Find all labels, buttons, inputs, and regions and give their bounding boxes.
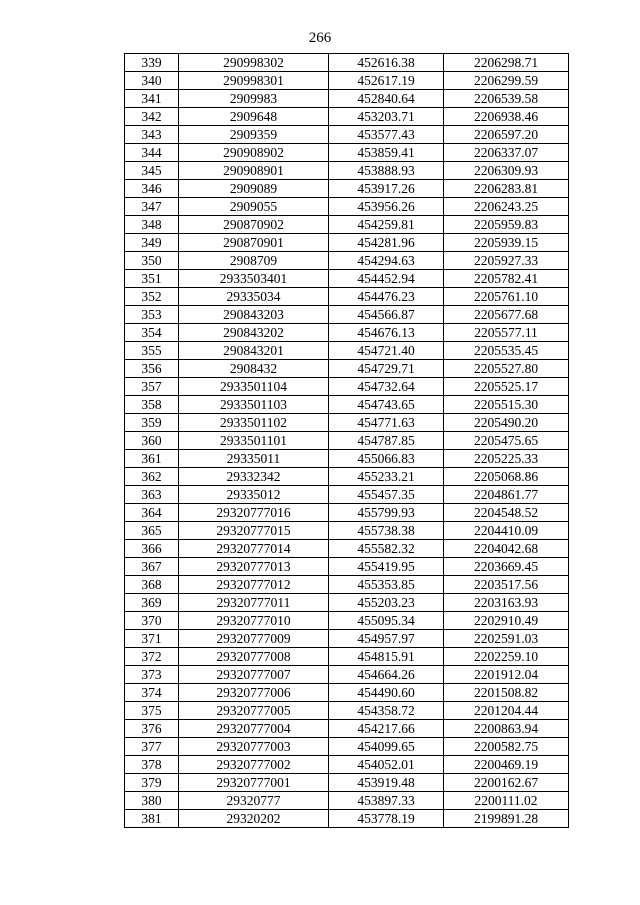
row-number-cell: 367 [125,558,179,576]
table-row [125,522,569,540]
row-number-cell: 365 [125,522,179,540]
table-row [125,270,569,288]
x-coordinate-cell: 454771.63 [329,414,444,432]
y-coordinate-cell: 2206299.59 [444,72,569,90]
row-number-cell: 358 [125,396,179,414]
point-id-cell: 2933501101 [179,432,329,450]
x-coordinate-cell: 452616.38 [329,54,444,72]
y-coordinate-cell: 2205782.41 [444,270,569,288]
row-number-cell: 361 [125,450,179,468]
row-number-cell: 342 [125,108,179,126]
point-id-cell: 290908902 [179,144,329,162]
x-coordinate-cell: 454490.60 [329,684,444,702]
y-coordinate-cell: 2200582.75 [444,738,569,756]
x-coordinate-cell: 454217.66 [329,720,444,738]
table-row [125,288,569,306]
table-row [125,126,569,144]
row-number-cell: 348 [125,216,179,234]
row-number-cell: 352 [125,288,179,306]
point-id-cell: 2908432 [179,360,329,378]
y-coordinate-cell: 2205475.65 [444,432,569,450]
y-coordinate-cell: 2206298.71 [444,54,569,72]
row-number-cell: 377 [125,738,179,756]
row-number-cell: 343 [125,126,179,144]
y-coordinate-cell: 2200863.94 [444,720,569,738]
table-row [125,756,569,774]
x-coordinate-cell: 454815.91 [329,648,444,666]
point-id-cell: 290870901 [179,234,329,252]
table-row [125,90,569,108]
table-row [125,324,569,342]
table-row [125,504,569,522]
table-row [125,378,569,396]
row-number-cell: 376 [125,720,179,738]
table-row [125,414,569,432]
row-number-cell: 354 [125,324,179,342]
y-coordinate-cell: 2204861.77 [444,486,569,504]
row-number-cell: 345 [125,162,179,180]
y-coordinate-cell: 2205927.33 [444,252,569,270]
table-row [125,180,569,198]
x-coordinate-cell: 453917.26 [329,180,444,198]
row-number-cell: 339 [125,54,179,72]
point-id-cell: 29320777 [179,792,329,810]
x-coordinate-cell: 454787.85 [329,432,444,450]
y-coordinate-cell: 2205577.11 [444,324,569,342]
point-id-cell: 29335034 [179,288,329,306]
table-row [125,306,569,324]
x-coordinate-cell: 452840.64 [329,90,444,108]
x-coordinate-cell: 454294.63 [329,252,444,270]
table-row [125,360,569,378]
row-number-cell: 364 [125,504,179,522]
row-number-cell: 356 [125,360,179,378]
point-id-cell: 29320777004 [179,720,329,738]
point-id-cell: 29320777010 [179,612,329,630]
point-id-cell: 290998301 [179,72,329,90]
table-row [125,432,569,450]
table-row [125,234,569,252]
point-id-cell: 290843203 [179,306,329,324]
x-coordinate-cell: 454358.72 [329,702,444,720]
y-coordinate-cell: 2203517.56 [444,576,569,594]
row-number-cell: 347 [125,198,179,216]
point-id-cell: 2933501104 [179,378,329,396]
x-coordinate-cell: 454676.13 [329,324,444,342]
point-id-cell: 29320777009 [179,630,329,648]
row-number-cell: 360 [125,432,179,450]
x-coordinate-cell: 454259.81 [329,216,444,234]
point-id-cell: 2909055 [179,198,329,216]
x-coordinate-cell: 453888.93 [329,162,444,180]
table-row [125,648,569,666]
x-coordinate-cell: 455738.38 [329,522,444,540]
point-id-cell: 29320777003 [179,738,329,756]
row-number-cell: 372 [125,648,179,666]
y-coordinate-cell: 2205761.10 [444,288,569,306]
row-number-cell: 380 [125,792,179,810]
y-coordinate-cell: 2205068.86 [444,468,569,486]
point-id-cell: 290843202 [179,324,329,342]
table-row [125,684,569,702]
point-id-cell: 290843201 [179,342,329,360]
point-id-cell: 29320777002 [179,756,329,774]
row-number-cell: 362 [125,468,179,486]
x-coordinate-cell: 454566.87 [329,306,444,324]
row-number-cell: 373 [125,666,179,684]
table-row [125,396,569,414]
y-coordinate-cell: 2206243.25 [444,198,569,216]
x-coordinate-cell: 454957.97 [329,630,444,648]
row-number-cell: 379 [125,774,179,792]
x-coordinate-cell: 454099.65 [329,738,444,756]
point-id-cell: 2909983 [179,90,329,108]
y-coordinate-cell: 2206938.46 [444,108,569,126]
table-row [125,540,569,558]
row-number-cell: 370 [125,612,179,630]
x-coordinate-cell: 453859.41 [329,144,444,162]
x-coordinate-cell: 455066.83 [329,450,444,468]
coordinates-table-body [125,54,569,828]
x-coordinate-cell: 455233.21 [329,468,444,486]
point-id-cell: 29320777001 [179,774,329,792]
y-coordinate-cell: 2200469.19 [444,756,569,774]
point-id-cell: 2933503401 [179,270,329,288]
table-row [125,468,569,486]
x-coordinate-cell: 454052.01 [329,756,444,774]
row-number-cell: 349 [125,234,179,252]
point-id-cell: 29335012 [179,486,329,504]
x-coordinate-cell: 454452.94 [329,270,444,288]
table-row [125,630,569,648]
table-row [125,54,569,72]
table-row [125,198,569,216]
table-row [125,594,569,612]
point-id-cell: 29335011 [179,450,329,468]
y-coordinate-cell: 2202259.10 [444,648,569,666]
y-coordinate-cell: 2202591.03 [444,630,569,648]
point-id-cell: 29332342 [179,468,329,486]
x-coordinate-cell: 454281.96 [329,234,444,252]
table-row [125,558,569,576]
table-row [125,738,569,756]
table-row [125,486,569,504]
coordinates-table [124,53,569,828]
y-coordinate-cell: 2205535.45 [444,342,569,360]
point-id-cell: 2909089 [179,180,329,198]
y-coordinate-cell: 2202910.49 [444,612,569,630]
table-row [125,162,569,180]
x-coordinate-cell: 454721.40 [329,342,444,360]
x-coordinate-cell: 454732.64 [329,378,444,396]
point-id-cell: 2933501103 [179,396,329,414]
row-number-cell: 344 [125,144,179,162]
row-number-cell: 359 [125,414,179,432]
y-coordinate-cell: 2204548.52 [444,504,569,522]
point-id-cell: 29320777007 [179,666,329,684]
x-coordinate-cell: 454743.65 [329,396,444,414]
point-id-cell: 290908901 [179,162,329,180]
row-number-cell: 375 [125,702,179,720]
table-row [125,810,569,828]
point-id-cell: 29320777014 [179,540,329,558]
y-coordinate-cell: 2201508.82 [444,684,569,702]
row-number-cell: 346 [125,180,179,198]
point-id-cell: 290870902 [179,216,329,234]
y-coordinate-cell: 2204042.68 [444,540,569,558]
table-row [125,72,569,90]
y-coordinate-cell: 2206539.58 [444,90,569,108]
point-id-cell: 29320777012 [179,576,329,594]
y-coordinate-cell: 2206597.20 [444,126,569,144]
x-coordinate-cell: 455419.95 [329,558,444,576]
x-coordinate-cell: 455353.85 [329,576,444,594]
point-id-cell: 29320777008 [179,648,329,666]
row-number-cell: 368 [125,576,179,594]
x-coordinate-cell: 453956.26 [329,198,444,216]
table-row [125,666,569,684]
y-coordinate-cell: 2201204.44 [444,702,569,720]
point-id-cell: 290998302 [179,54,329,72]
table-row [125,342,569,360]
y-coordinate-cell: 2200162.67 [444,774,569,792]
y-coordinate-cell: 2206309.93 [444,162,569,180]
x-coordinate-cell: 453203.71 [329,108,444,126]
x-coordinate-cell: 453778.19 [329,810,444,828]
x-coordinate-cell: 454476.23 [329,288,444,306]
row-number-cell: 366 [125,540,179,558]
y-coordinate-cell: 2206337.07 [444,144,569,162]
table-row [125,720,569,738]
y-coordinate-cell: 2204410.09 [444,522,569,540]
x-coordinate-cell: 453897.33 [329,792,444,810]
table-row [125,108,569,126]
point-id-cell: 29320777013 [179,558,329,576]
row-number-cell: 351 [125,270,179,288]
row-number-cell: 350 [125,252,179,270]
y-coordinate-cell: 2199891.28 [444,810,569,828]
y-coordinate-cell: 2206283.81 [444,180,569,198]
table-row [125,702,569,720]
x-coordinate-cell: 455799.93 [329,504,444,522]
row-number-cell: 371 [125,630,179,648]
point-id-cell: 2909648 [179,108,329,126]
point-id-cell: 2908709 [179,252,329,270]
row-number-cell: 381 [125,810,179,828]
x-coordinate-cell: 455095.34 [329,612,444,630]
point-id-cell: 29320777015 [179,522,329,540]
y-coordinate-cell: 2205677.68 [444,306,569,324]
table-row [125,216,569,234]
y-coordinate-cell: 2205959.83 [444,216,569,234]
page-number: 266 [308,30,332,46]
y-coordinate-cell: 2205527.80 [444,360,569,378]
row-number-cell: 369 [125,594,179,612]
y-coordinate-cell: 2200111.02 [444,792,569,810]
row-number-cell: 378 [125,756,179,774]
y-coordinate-cell: 2205939.15 [444,234,569,252]
row-number-cell: 355 [125,342,179,360]
row-number-cell: 357 [125,378,179,396]
point-id-cell: 2933501102 [179,414,329,432]
y-coordinate-cell: 2203669.45 [444,558,569,576]
point-id-cell: 29320777011 [179,594,329,612]
table-row [125,774,569,792]
x-coordinate-cell: 453919.48 [329,774,444,792]
y-coordinate-cell: 2205525.17 [444,378,569,396]
table-row [125,576,569,594]
y-coordinate-cell: 2201912.04 [444,666,569,684]
y-coordinate-cell: 2205225.33 [444,450,569,468]
point-id-cell: 29320202 [179,810,329,828]
table-row [125,612,569,630]
point-id-cell: 29320777006 [179,684,329,702]
x-coordinate-cell: 455457.35 [329,486,444,504]
table-row [125,450,569,468]
table-row [125,252,569,270]
table-row [125,792,569,810]
x-coordinate-cell: 452617.19 [329,72,444,90]
row-number-cell: 353 [125,306,179,324]
row-number-cell: 340 [125,72,179,90]
x-coordinate-cell: 454664.26 [329,666,444,684]
table-row [125,144,569,162]
x-coordinate-cell: 455582.32 [329,540,444,558]
point-id-cell: 29320777016 [179,504,329,522]
row-number-cell: 374 [125,684,179,702]
y-coordinate-cell: 2205515.30 [444,396,569,414]
x-coordinate-cell: 454729.71 [329,360,444,378]
x-coordinate-cell: 455203.23 [329,594,444,612]
point-id-cell: 29320777005 [179,702,329,720]
y-coordinate-cell: 2205490.20 [444,414,569,432]
row-number-cell: 363 [125,486,179,504]
point-id-cell: 2909359 [179,126,329,144]
y-coordinate-cell: 2203163.93 [444,594,569,612]
x-coordinate-cell: 453577.43 [329,126,444,144]
row-number-cell: 341 [125,90,179,108]
